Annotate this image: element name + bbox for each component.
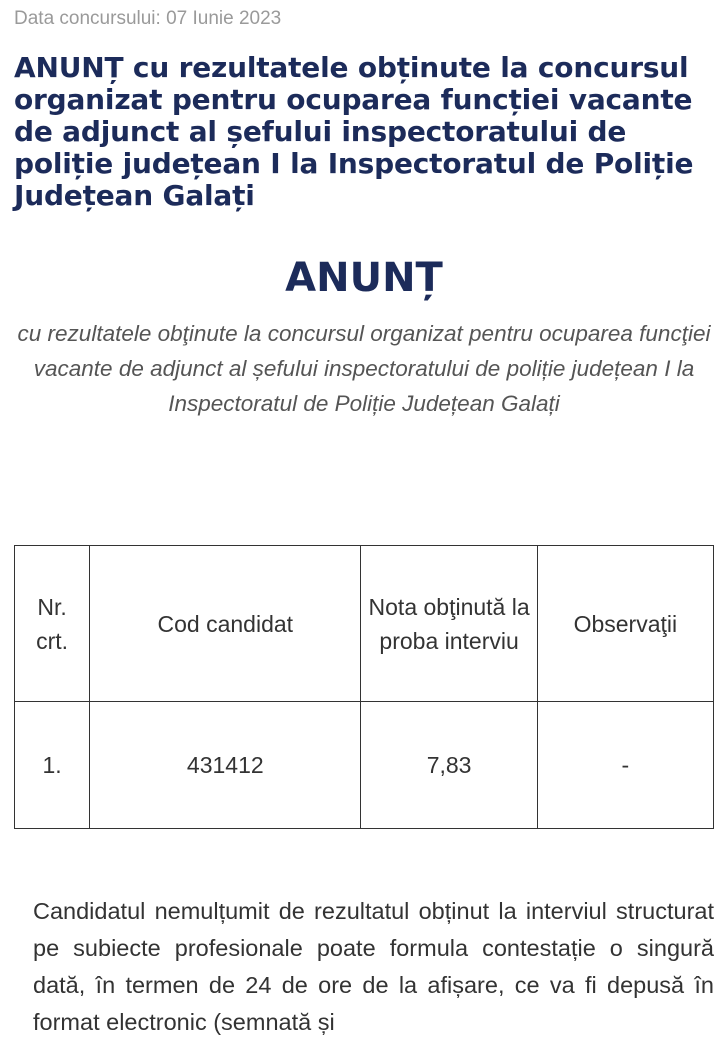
cell-cod-candidat: 431412 [90, 702, 361, 829]
notice-title: ANUNȚ [285, 255, 443, 301]
results-table [14, 545, 714, 829]
cell-observatii: - [537, 702, 713, 829]
header-nr-crt: Nr. crt. [15, 546, 90, 702]
cell-nota: 7,83 [361, 702, 537, 829]
cell-nr-crt: 1. [15, 702, 90, 829]
contestation-paragraph: Candidatul nemulțumit de rezultatul obținut la interviul structurat pe subiecte profesionale poate formula contestație o singură dată, în termen de 24 de ore de la afișare, ce va fi depusă în format electronic (semnată și [33, 898, 714, 1035]
header-cod-candidat: Cod candidat [90, 546, 361, 702]
header-observatii: Observaţii [537, 546, 713, 702]
header-nota: Nota obţinută la proba interviu [361, 546, 537, 702]
page-headline: ANUNȚ cu rezultatele obținute la concursul organizat pentru ocuparea funcției vacante de adjunct al șefului inspectoratului de poliție județean I la Inspectoratul de Poliție Județean Galați [14, 51, 694, 212]
contest-date: Data concursului: 07 Iunie 2023 [14, 8, 282, 29]
notice-subtitle: cu rezultatele obţinute la concursul organizat pentru ocuparea funcţiei vacante de adjunct al șefului inspectoratului de poliție județean I la Inspectoratul de Poliție Județean Galați [17, 321, 711, 416]
table-row [15, 702, 714, 829]
table-header-row [15, 546, 714, 702]
